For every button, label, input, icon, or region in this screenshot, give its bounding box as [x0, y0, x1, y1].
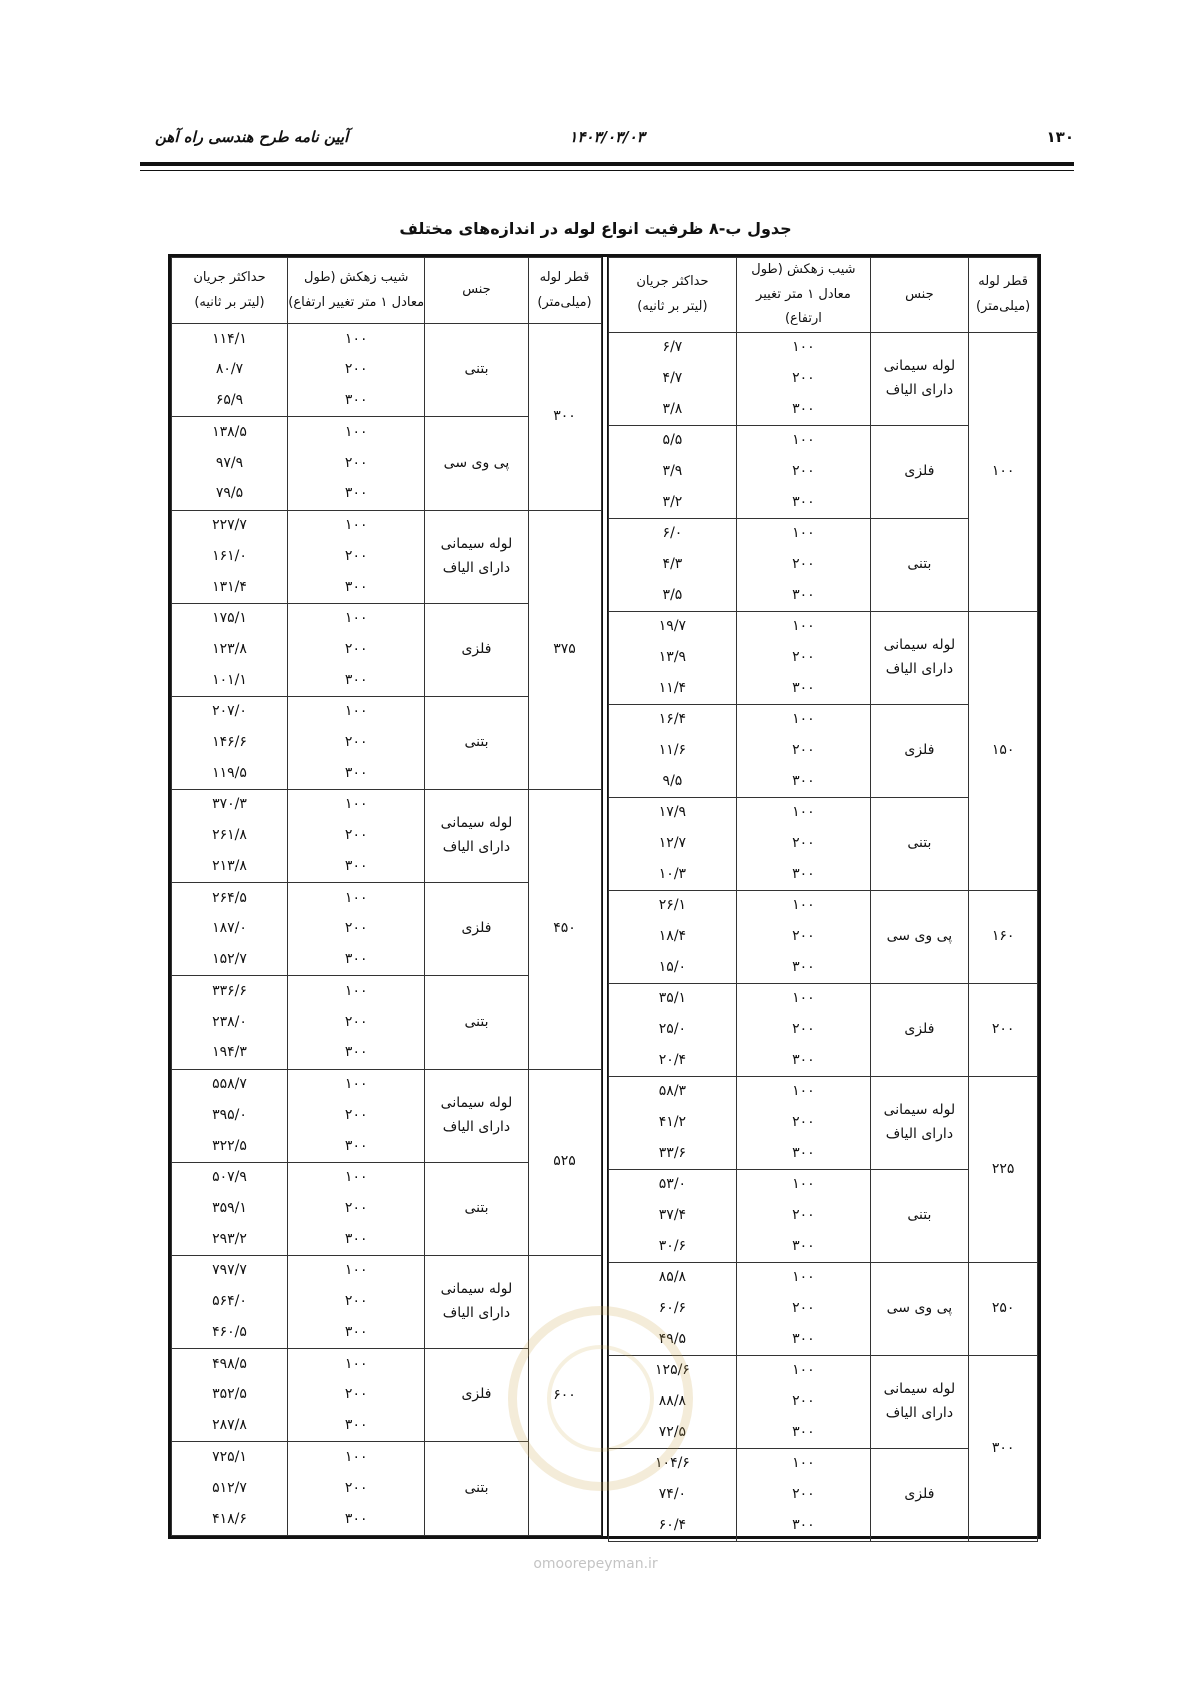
slope-cell: ۳۰۰ [737, 395, 870, 426]
flow-cell: ۸۸/۸ [608, 1387, 737, 1418]
slope-cell: ۲۰۰ [737, 736, 870, 767]
slope-cell: ۲۰۰ [287, 355, 424, 386]
table-left [171, 257, 602, 1536]
flow-header [172, 258, 288, 324]
material-cell: لوله سیمانی دارای الیاف [425, 510, 528, 603]
slope-cell: ۲۰۰ [287, 727, 424, 758]
flow-cell: ۷۲/۵ [608, 1418, 737, 1449]
slope-cell: ۲۰۰ [287, 448, 424, 479]
material-cell: فلزی [870, 984, 969, 1077]
slope-cell: ۱۰۰ [287, 883, 424, 914]
flow-cell: ۲۰۷/۰ [172, 696, 288, 727]
flow-cell: ۷۹۷/۷ [172, 1256, 288, 1287]
diameter-cell: ۱۵۰ [969, 612, 1038, 891]
slope-cell: ۳۰۰ [287, 665, 424, 696]
slope-cell: ۲۰۰ [737, 829, 870, 860]
flow-cell: ۷۲۵/۱ [172, 1442, 288, 1473]
table-right [608, 257, 1039, 1542]
diameter-cell: ۶۰۰ [528, 1256, 601, 1536]
slope-cell: ۱۰۰ [287, 1349, 424, 1380]
material-cell: پی وی سی [870, 891, 969, 984]
flow-cell: ۲۸۷/۸ [172, 1411, 288, 1442]
slope-cell: ۲۰۰ [287, 634, 424, 665]
slope-cell: ۱۰۰ [737, 984, 870, 1015]
slope-cell: ۳۰۰ [287, 1318, 424, 1349]
flow-header [608, 258, 737, 333]
flow-cell: ۵۱۲/۷ [172, 1473, 288, 1504]
flow-cell: ۵۵۸/۷ [172, 1069, 288, 1100]
material-cell: فلزی [870, 705, 969, 798]
material-header: جنس [425, 258, 528, 324]
diameter-cell: ۴۵۰ [528, 790, 601, 1070]
material-cell: پی وی سی [870, 1263, 969, 1356]
slope-cell: ۳۰۰ [737, 1325, 870, 1356]
diameter-cell: ۳۰۰ [528, 324, 601, 510]
slope-cell: ۲۰۰ [737, 643, 870, 674]
flow-cell: ۱۲/۷ [608, 829, 737, 860]
flow-cell: ۱۰/۳ [608, 860, 737, 891]
slope-cell: ۱۰۰ [287, 1162, 424, 1193]
watermark-site: omoorepeyman.ir [533, 1556, 658, 1572]
slope-cell: ۱۰۰ [287, 1256, 424, 1287]
flow-header-line1: حداکثر جریان [636, 274, 709, 290]
material-cell: پی وی سی [425, 417, 528, 510]
material-cell: لوله سیمانی دارای الیاف [870, 333, 969, 426]
flow-cell: ۳/۸ [608, 395, 737, 426]
flow-cell: ۴۶۰/۵ [172, 1318, 288, 1349]
slope-header [737, 258, 870, 333]
slope-cell: ۳۰۰ [737, 1418, 870, 1449]
flow-cell: ۱۳۱/۴ [172, 572, 288, 603]
table-row [608, 984, 1038, 1015]
slope-cell: ۳۰۰ [287, 386, 424, 417]
slope-cell: ۳۰۰ [737, 488, 870, 519]
table-row [172, 1256, 602, 1287]
slope-cell: ۳۰۰ [737, 1232, 870, 1263]
slope-cell: ۲۰۰ [737, 1015, 870, 1046]
table-row [608, 1263, 1038, 1294]
header-row [172, 258, 602, 324]
material-cell: لوله سیمانی دارای الیاف [870, 1356, 969, 1449]
slope-cell: ۱۰۰ [287, 324, 424, 355]
flow-cell: ۳۵۹/۱ [172, 1193, 288, 1224]
left-half [171, 257, 602, 1536]
flow-cell: ۴۱۸/۶ [172, 1504, 288, 1535]
slope-cell: ۱۰۰ [287, 603, 424, 634]
flow-cell: ۸۰/۷ [172, 355, 288, 386]
header-rule-thin [140, 170, 1074, 171]
slope-cell: ۳۰۰ [287, 945, 424, 976]
flow-cell: ۷۴/۰ [608, 1480, 737, 1511]
slope-cell: ۱۰۰ [737, 1356, 870, 1387]
flow-cell: ۶۵/۹ [172, 386, 288, 417]
flow-cell: ۱۰۴/۶ [608, 1449, 737, 1480]
slope-cell: ۲۰۰ [737, 1480, 870, 1511]
material-cell: فلزی [425, 883, 528, 976]
slope-cell: ۳۰۰ [287, 1038, 424, 1069]
slope-header [287, 258, 424, 324]
slope-cell: ۳۰۰ [287, 572, 424, 603]
flow-cell: ۳/۵ [608, 581, 737, 612]
material-cell: بتنی [870, 798, 969, 891]
flow-cell: ۱۲۳/۸ [172, 634, 288, 665]
right-half [608, 257, 1039, 1536]
flow-cell: ۱۹۴/۳ [172, 1038, 288, 1069]
material-cell: لوله سیمانی دارای الیاف [425, 790, 528, 883]
flow-cell: ۳/۲ [608, 488, 737, 519]
flow-cell: ۵۳/۰ [608, 1170, 737, 1201]
flow-cell: ۵۰۷/۹ [172, 1162, 288, 1193]
slope-header-line1: شیب زهکش (طول [751, 262, 856, 277]
slope-cell: ۳۰۰ [287, 1411, 424, 1442]
flow-cell: ۴۹/۵ [608, 1325, 737, 1356]
slope-cell: ۳۰۰ [287, 1504, 424, 1535]
slope-cell: ۳۰۰ [737, 767, 870, 798]
slope-cell: ۲۰۰ [287, 914, 424, 945]
slope-cell: ۲۰۰ [287, 1193, 424, 1224]
slope-cell: ۳۰۰ [737, 860, 870, 891]
diameter-header-line2: (میلی‌متر) [976, 299, 1031, 315]
slope-cell: ۱۰۰ [287, 790, 424, 821]
table-separator [602, 257, 608, 1536]
slope-cell: ۲۰۰ [287, 1473, 424, 1504]
flow-cell: ۲۰/۴ [608, 1046, 737, 1077]
diameter-header-line1: قطر لوله [978, 274, 1029, 290]
slope-cell: ۳۰۰ [287, 1224, 424, 1255]
table-caption: جدول ب-۸ ظرفیت انواع لوله در اندازه‌های مختلف [399, 219, 792, 238]
material-header: جنس [870, 258, 969, 333]
page-number: ۱۳۰ [1046, 128, 1074, 146]
flow-cell: ۳/۹ [608, 457, 737, 488]
slope-cell: ۱۰۰ [737, 519, 870, 550]
slope-cell: ۲۰۰ [737, 1108, 870, 1139]
slope-header-line1: شیب زهکش (طول [304, 269, 409, 285]
material-cell: بتنی [425, 324, 528, 417]
slope-cell: ۲۰۰ [287, 821, 424, 852]
slope-cell: ۳۰۰ [287, 852, 424, 883]
flow-cell: ۲۱۳/۸ [172, 852, 288, 883]
slope-cell: ۱۰۰ [737, 426, 870, 457]
diameter-header-line2: (میلی‌متر) [537, 294, 592, 310]
flow-cell: ۹/۵ [608, 767, 737, 798]
flow-cell: ۱۳/۹ [608, 643, 737, 674]
flow-cell: ۱۸۷/۰ [172, 914, 288, 945]
header-date: ۱۴۰۳/۰۳/۰۳ [569, 128, 645, 146]
flow-cell: ۱۲۵/۶ [608, 1356, 737, 1387]
material-cell: لوله سیمانی دارای الیاف [425, 1256, 528, 1349]
slope-cell: ۲۰۰ [287, 1007, 424, 1038]
flow-cell: ۱۶۱/۰ [172, 541, 288, 572]
slope-cell: ۱۰۰ [737, 333, 870, 364]
flow-cell: ۳۳/۶ [608, 1139, 737, 1170]
slope-cell: ۳۰۰ [737, 1046, 870, 1077]
slope-cell: ۳۰۰ [737, 1139, 870, 1170]
slope-cell: ۱۰۰ [287, 696, 424, 727]
slope-cell: ۲۰۰ [287, 1287, 424, 1318]
flow-cell: ۵۶۴/۰ [172, 1287, 288, 1318]
slope-cell: ۱۰۰ [287, 976, 424, 1007]
flow-cell: ۱۱/۴ [608, 674, 737, 705]
flow-cell: ۳۲۲/۵ [172, 1131, 288, 1162]
slope-cell: ۳۰۰ [737, 674, 870, 705]
slope-cell: ۱۰۰ [737, 891, 870, 922]
slope-cell: ۱۰۰ [287, 417, 424, 448]
flow-cell: ۱۸/۴ [608, 922, 737, 953]
slope-cell: ۳۰۰ [287, 479, 424, 510]
table-row [608, 891, 1038, 922]
pipe-capacity-table [168, 254, 1041, 1539]
slope-cell: ۲۰۰ [737, 364, 870, 395]
material-cell: بتنی [870, 1170, 969, 1263]
flow-cell: ۳۷/۴ [608, 1201, 737, 1232]
slope-cell: ۱۰۰ [737, 1449, 870, 1480]
diameter-header [528, 258, 601, 324]
material-cell: بتنی [425, 1162, 528, 1255]
flow-cell: ۳۷۰/۳ [172, 790, 288, 821]
slope-cell: ۲۰۰ [737, 1387, 870, 1418]
flow-cell: ۱۷/۹ [608, 798, 737, 829]
slope-cell: ۱۰۰ [737, 1263, 870, 1294]
slope-cell: ۱۰۰ [287, 510, 424, 541]
flow-cell: ۱۴۶/۶ [172, 727, 288, 758]
slope-cell: ۲۰۰ [737, 550, 870, 581]
flow-cell: ۱۱/۶ [608, 736, 737, 767]
slope-cell: ۲۰۰ [737, 457, 870, 488]
flow-cell: ۵۸/۳ [608, 1077, 737, 1108]
diameter-cell: ۵۲۵ [528, 1069, 601, 1255]
flow-cell: ۲۹۳/۲ [172, 1224, 288, 1255]
slope-cell: ۱۰۰ [737, 1077, 870, 1108]
table-row [172, 510, 602, 541]
diameter-cell: ۲۰۰ [969, 984, 1038, 1077]
material-cell: بتنی [870, 519, 969, 612]
flow-cell: ۳۰/۶ [608, 1232, 737, 1263]
book-title: آیین نامه طرح هندسی راه آهن [155, 128, 349, 146]
flow-header-line2: (لیتر بر ثانیه) [637, 299, 708, 315]
flow-header-line2: (لیتر بر ثانیه) [194, 294, 265, 310]
flow-cell: ۳۹۵/۰ [172, 1100, 288, 1131]
table-row [172, 324, 602, 355]
slope-cell: ۳۰۰ [737, 581, 870, 612]
material-cell: لوله سیمانی دارای الیاف [870, 1077, 969, 1170]
material-cell: فلزی [870, 1449, 969, 1542]
slope-cell: ۲۰۰ [287, 1100, 424, 1131]
material-cell: فلزی [870, 426, 969, 519]
flow-cell: ۱۷۵/۱ [172, 603, 288, 634]
slope-header-line2: معادل ۱ متر تغییر ارتفاع) [756, 286, 851, 327]
flow-cell: ۴۹۸/۵ [172, 1349, 288, 1380]
slope-cell: ۲۰۰ [287, 541, 424, 572]
flow-cell: ۲۶۴/۵ [172, 883, 288, 914]
slope-cell: ۳۰۰ [737, 1511, 870, 1542]
flow-cell: ۱۵۲/۷ [172, 945, 288, 976]
flow-cell: ۱۳۸/۵ [172, 417, 288, 448]
flow-cell: ۱۵/۰ [608, 953, 737, 984]
flow-cell: ۶/۰ [608, 519, 737, 550]
flow-cell: ۱۹/۷ [608, 612, 737, 643]
slope-cell: ۲۰۰ [737, 1201, 870, 1232]
flow-cell: ۴/۷ [608, 364, 737, 395]
material-cell: فلزی [425, 603, 528, 696]
slope-cell: ۲۰۰ [737, 922, 870, 953]
flow-cell: ۲۶/۱ [608, 891, 737, 922]
slope-cell: ۱۰۰ [737, 1170, 870, 1201]
diameter-header [969, 258, 1038, 333]
material-cell: فلزی [425, 1349, 528, 1442]
slope-cell: ۱۰۰ [737, 705, 870, 736]
flow-cell: ۳۳۶/۶ [172, 976, 288, 1007]
header-rule-thick [140, 162, 1074, 166]
table-row [608, 1077, 1038, 1108]
slope-cell: ۲۰۰ [287, 1380, 424, 1411]
flow-cell: ۱۶/۴ [608, 705, 737, 736]
slope-cell: ۳۰۰ [287, 759, 424, 790]
flow-cell: ۲۲۷/۷ [172, 510, 288, 541]
slope-cell: ۳۰۰ [287, 1131, 424, 1162]
slope-cell: ۱۰۰ [737, 612, 870, 643]
flow-header-line1: حداکثر جریان [193, 269, 266, 285]
diameter-cell: ۱۰۰ [969, 333, 1038, 612]
header-row [608, 258, 1038, 333]
flow-cell: ۲۳۸/۰ [172, 1007, 288, 1038]
flow-cell: ۱۱۴/۱ [172, 324, 288, 355]
flow-cell: ۶/۷ [608, 333, 737, 364]
flow-cell: ۹۷/۹ [172, 448, 288, 479]
flow-cell: ۱۱۹/۵ [172, 759, 288, 790]
material-cell: بتنی [425, 696, 528, 789]
flow-cell: ۶۰/۶ [608, 1294, 737, 1325]
material-cell: لوله سیمانی دارای الیاف [870, 612, 969, 705]
slope-cell: ۲۰۰ [737, 1294, 870, 1325]
flow-cell: ۳۵/۱ [608, 984, 737, 1015]
diameter-cell: ۳۷۵ [528, 510, 601, 790]
material-cell: بتنی [425, 1442, 528, 1536]
diameter-cell: ۲۲۵ [969, 1077, 1038, 1263]
table-row [608, 333, 1038, 364]
table-row [608, 1356, 1038, 1387]
flow-cell: ۴۱/۲ [608, 1108, 737, 1139]
diameter-cell: ۳۰۰ [969, 1356, 1038, 1542]
flow-cell: ۱۰۱/۱ [172, 665, 288, 696]
flow-cell: ۲۵/۰ [608, 1015, 737, 1046]
flow-cell: ۴/۳ [608, 550, 737, 581]
slope-header-line2: معادل ۱ متر تغییر ارتفاع) [288, 294, 425, 310]
slope-cell: ۱۰۰ [737, 798, 870, 829]
table-row [172, 1069, 602, 1100]
flow-cell: ۸۵/۸ [608, 1263, 737, 1294]
flow-cell: ۲۶۱/۸ [172, 821, 288, 852]
diameter-header-line1: قطر لوله [539, 269, 590, 285]
page-header [140, 128, 1074, 150]
material-cell: لوله سیمانی دارای الیاف [425, 1069, 528, 1162]
flow-cell: ۷۹/۵ [172, 479, 288, 510]
flow-cell: ۳۵۲/۵ [172, 1380, 288, 1411]
diameter-cell: ۱۶۰ [969, 891, 1038, 984]
flow-cell: ۵/۵ [608, 426, 737, 457]
slope-cell: ۳۰۰ [737, 953, 870, 984]
table-row [608, 612, 1038, 643]
material-cell: بتنی [425, 976, 528, 1069]
flow-cell: ۶۰/۴ [608, 1511, 737, 1542]
slope-cell: ۱۰۰ [287, 1069, 424, 1100]
table-row [172, 790, 602, 821]
diameter-cell: ۲۵۰ [969, 1263, 1038, 1356]
slope-cell: ۱۰۰ [287, 1442, 424, 1473]
